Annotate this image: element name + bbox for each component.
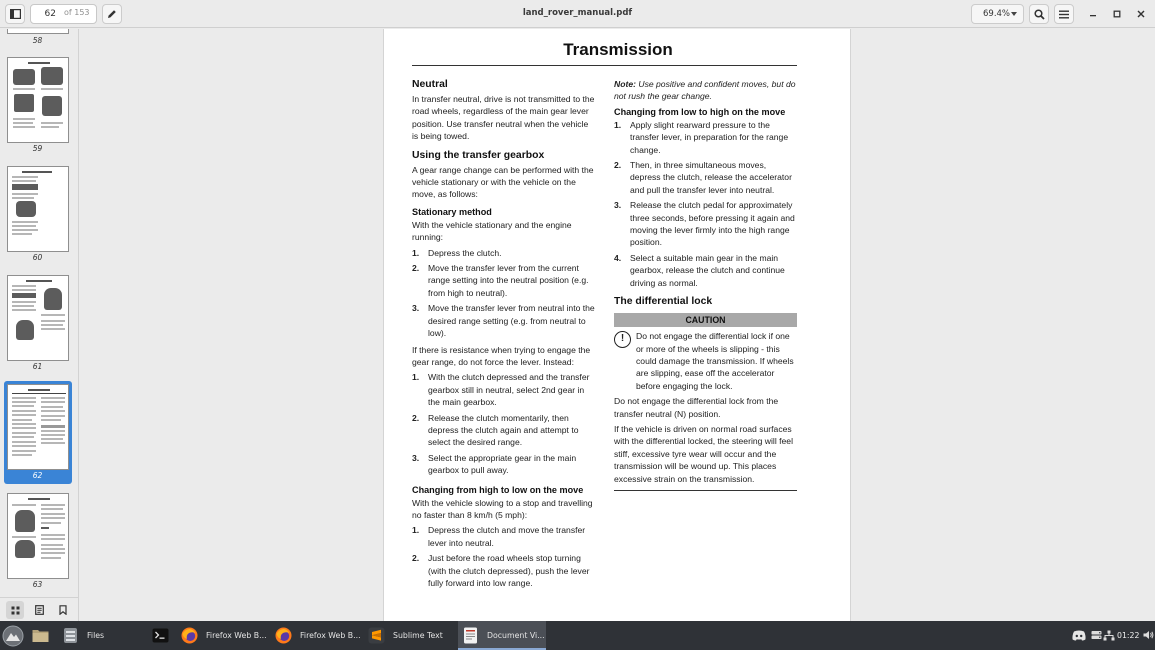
list-item: 2. Then, in three simultaneous moves, depress the clutch, release the accelerator and pull the transfer lever into neutral. [614,160,792,195]
close-icon [1137,10,1145,18]
thumbnail-label: 60 [32,253,43,262]
document-view[interactable] [80,29,1155,621]
network-icon [1103,630,1115,641]
grid-icon [11,606,20,615]
taskbar-item-label: Sublime Text [393,631,443,640]
right-column [614,78,797,491]
subsection-heading: Changing from high to low on the move [412,484,584,495]
list-item: 3. Move the transfer lever from neutral into the desired range setting (e.g. from neutral to low). [412,303,595,339]
title-rule [412,65,797,66]
firefox-icon [181,627,198,644]
thumbnail-label: 58 [32,36,43,45]
list-item: 1. With the clutch depressed and the transfer gearbox still in neutral, select 2nd gear in the main gearbox. [412,372,590,408]
app-menu-button[interactable] [2,621,24,650]
page-number-input[interactable] [31,5,59,23]
zoom-level: 69.4% [983,9,1011,19]
document-outline-icon [35,605,44,615]
bookmark-icon [59,605,67,615]
hamburger-menu-icon [1059,10,1069,19]
thumbnail-label: 62 [32,471,43,480]
menu-button[interactable] [1054,4,1074,24]
section-heading: The differential lock [614,296,713,308]
tray-volume[interactable] [1141,627,1155,643]
list-item: 2. Move the transfer lever from the current range setting into the neutral position (e.g. from high to neutral). [412,263,589,298]
step-list [412,247,595,340]
page-thumbnail-61[interactable] [7,275,69,361]
taskbar-launcher-files[interactable] [32,621,49,650]
thumbnail-label: 63 [32,580,43,589]
list-item: 4. Select a suitable main gear in the main gearbox, release the clutch and continue driving as normal. [614,252,785,288]
subsection-heading: Stationary method [412,206,492,217]
taskbar-item-files[interactable] [62,621,104,650]
caution-first-paragraph [614,330,797,392]
step-list [412,371,595,476]
bookmarks-view-button[interactable] [54,601,72,619]
files-icon [62,627,79,644]
taskbar-item-firefox-2[interactable] [275,621,361,650]
close-button[interactable] [1131,4,1151,24]
folder-icon [32,628,49,643]
paragraph: In transfer neutral, drive is not transmitted to the road wheels, regardless of the main gear lever position. Use transfer neutral when the vehicle is being towed. [412,94,595,142]
taskbar-item-label: Firefox Web B... [300,631,361,640]
page-number-entry[interactable] [30,4,97,24]
document-viewer-icon [462,627,479,644]
minimize-button[interactable] [1083,4,1103,24]
list-item: 3. Select the appropriate gear in the main gearbox to pull away. [412,452,577,476]
firefox-icon [275,627,292,644]
section-heading: Using the transfer gearbox [412,149,545,161]
thumbnails-view-button[interactable] [6,601,24,619]
note-label: Note: [614,79,636,89]
search-button[interactable] [1029,4,1049,24]
taskbar-item-terminal[interactable] [152,621,177,650]
search-icon [1034,9,1045,20]
paragraph: With the vehicle slowing to a stop and travelling no faster than 8 km/h (5 mph): [412,497,593,520]
paragraph: With the vehicle stationary and the engine running: [412,219,572,243]
subsection-heading: Changing from low to high on the move [614,106,786,117]
terminal-icon [152,627,169,644]
document-title: land_rover_manual.pdf [522,8,633,18]
paragraph: A gear range change can be performed with the vehicle stationary or with the vehicle on the move, as follows: [412,164,594,200]
taskbar-item-label: Document Vi... [487,631,545,640]
minimize-icon [1089,10,1097,18]
taskbar-item-sublime[interactable] [368,621,443,650]
list-item: 3. Release the clutch pedal for approximately three seconds, before pressing it again and moving the lever firmly into the high range position. [614,200,795,248]
step-list [614,119,797,289]
page-thumbnail-58[interactable] [7,29,69,34]
thumbnail-label: 61 [32,362,43,371]
tray-network[interactable] [1102,627,1116,643]
page-thumbnail-59[interactable] [7,57,69,143]
tray-discord[interactable] [1072,627,1086,643]
caution-icon: ! [614,331,631,348]
taskbar-item-firefox-1[interactable] [181,621,267,650]
taskbar-item-label: Firefox Web B... [206,631,267,640]
left-column [412,78,595,593]
header-bar [0,0,1155,28]
pencil-icon [107,9,117,19]
volume-icon [1143,630,1154,640]
list-item: 1. Depress the clutch and move the transfer lever into neutral. [412,525,586,548]
annotate-button[interactable] [102,4,122,24]
paragraph: Do not engage the differential lock if one or more of the wheels is slipping - this could damage the transmission. If wheels are slipping, ease off the accelerator before engaging the lock. [636,331,794,391]
taskbar-item-label: Files [87,631,105,640]
sublime-icon [368,627,385,644]
chevron-down-icon [1011,12,1017,16]
drive-icon [1091,630,1102,640]
discord-icon [1072,630,1086,641]
outline-view-button[interactable] [30,601,48,619]
step-list [412,524,595,589]
list-item: 2. Release the clutch momentarily, then depress the clutch again and attempt to select the desired range. [412,412,579,448]
taskbar [0,621,1155,650]
note-paragraph: Note: Use positive and confident moves, but do not rush the gear change. [614,79,796,102]
list-item: 2. Just before the road wheels stop turning (with the clutch depressed), push the lever fully forward into low range. [412,553,590,588]
thumbnail-label: 59 [32,144,43,153]
list-item: 1. Apply slight rearward pressure to the transfer lever, in preparation for the range change. [614,119,789,155]
paragraph: Do not engage the differential lock from the transfer neutral (N) position. [614,396,779,419]
tray-drive[interactable] [1089,627,1103,643]
thumbnail-sidebar [0,29,79,621]
zoom-select[interactable] [971,4,1024,24]
sidebar-icon [10,9,21,19]
caution-banner: CAUTION [614,313,797,327]
page-total-label: of 153 [64,8,90,17]
clock: 01:22 [1117,631,1140,640]
sidebar-toggle-button[interactable] [5,4,25,24]
caution-box [614,330,797,491]
page-title: Transmission [563,40,673,59]
paragraph: If there is resistance when trying to engage the gear range, do not force the lever. Instead: [412,344,591,367]
section-heading: Neutral [412,79,448,90]
taskbar-item-document-viewer[interactable] [462,621,545,650]
maximize-button[interactable] [1107,4,1127,24]
app-menu-icon [2,625,24,647]
pdf-page [383,29,851,621]
page-thumbnail-62[interactable] [7,384,69,470]
list-item: 1. Depress the clutch. [412,247,502,258]
maximize-icon [1113,10,1121,18]
sidebar-view-switcher [0,597,79,621]
page-thumbnail-60[interactable] [7,166,69,252]
paragraph: If the vehicle is driven on normal road surfaces with the differential locked, the steering will feel stiff, excessive tyre wear will occur and the transmission will be wound up. This places excessive strain on the transmission. [614,423,793,484]
page-thumbnail-63[interactable] [7,493,69,579]
